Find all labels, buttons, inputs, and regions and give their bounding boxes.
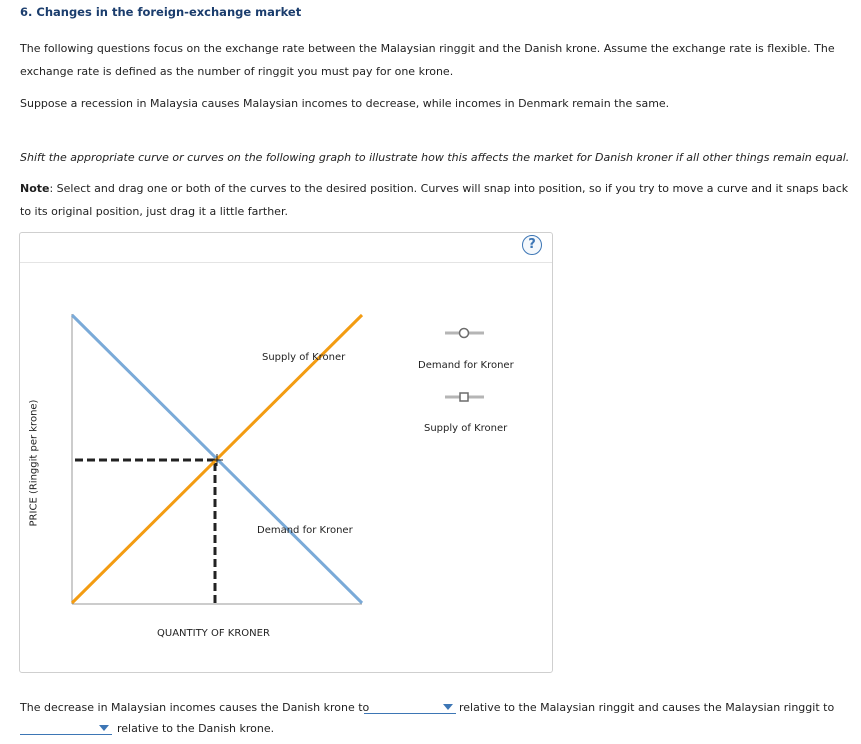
note-label: Note <box>20 182 50 195</box>
supply-curve-label: Supply of Kroner <box>262 352 346 363</box>
intro-line-1: The following questions focus on the exchange rate between the Malaysian ringgit and the Danish krone. Assume the exchange rate is flexible. The <box>20 42 835 55</box>
dropdown-arrow-icon <box>443 704 453 710</box>
x-axis-label: QUANTITY OF KRONER <box>157 628 270 639</box>
legend-supply-label: Supply of Kroner <box>424 423 508 434</box>
instruction-text: Shift the appropriate curve or curves on the following graph to illustrate how this affects the market for Danish kroner if all other things remain equal. <box>20 151 850 164</box>
question-text-part3: relative to the Danish krone. <box>117 722 275 735</box>
legend-demand-tool[interactable] <box>445 329 484 338</box>
y-axis-label: PRICE (Ringgit per krone) <box>28 399 40 527</box>
help-icon[interactable]: ? <box>522 235 542 255</box>
note-line-2: to its original position, just drag it a little farther. <box>20 205 288 218</box>
ringgit-change-dropdown[interactable] <box>20 721 112 735</box>
krone-change-dropdown[interactable] <box>364 700 456 714</box>
demand-curve-label: Demand for Kroner <box>257 525 353 536</box>
intro-line-2: exchange rate is defined as the number of ringgit you must pay for one krone. <box>20 65 454 78</box>
question-text-part2: relative to the Malaysian ringgit and causes the Malaysian ringgit to <box>459 701 835 714</box>
dropdown-arrow-icon <box>99 725 109 731</box>
legend-supply-tool[interactable] <box>445 393 484 401</box>
question-text-part1: The decrease in Malaysian incomes causes the Danish krone to <box>20 701 370 714</box>
question-title: 6. Changes in the foreign-exchange market <box>20 5 302 19</box>
scenario-text: Suppose a recession in Malaysia causes Malaysian incomes to decrease, while incomes in Denmark remain the same. <box>20 97 670 110</box>
legend-demand-label: Demand for Kroner <box>418 360 514 371</box>
note-text: : Select and drag one or both of the curves to the desired position. Curves will snap into position, so if you try to move a curve and it snaps back <box>49 182 849 195</box>
circle-marker-icon <box>460 329 469 338</box>
square-marker-icon <box>460 393 468 401</box>
